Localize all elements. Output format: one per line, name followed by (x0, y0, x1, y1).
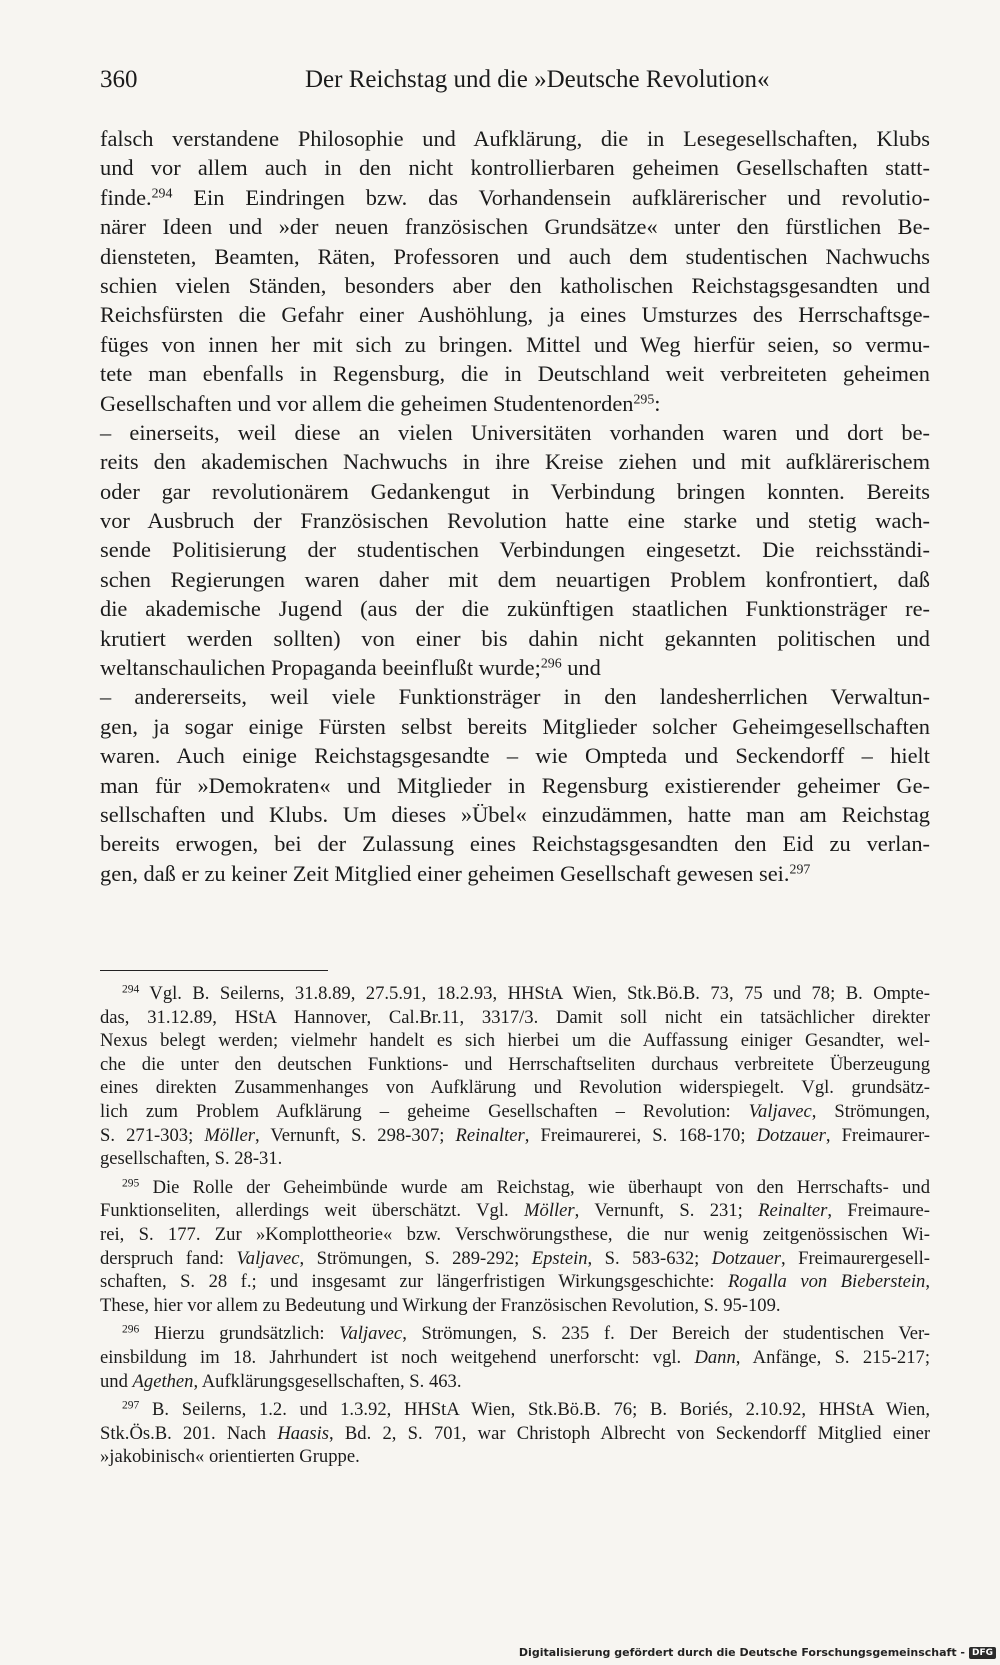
footnote-number: 294 (122, 983, 140, 996)
body-line: Reichsfürsten die Gefahr einer Aushöhlung, ja eines Umsturzes des Herrschaftsge- (100, 302, 930, 328)
footnote-line: eines direkten Zusammenhanges von Aufklärung und Revolution widerspiegelt. Vgl. grundsätz- (100, 1077, 930, 1099)
footnote-number: 296 (122, 1323, 140, 1336)
footnote-line: Nexus belegt werden; vielmehr handelt es sich hierbei um die Auffassung einiger Gesandter, wel- (100, 1030, 930, 1052)
footnote-line: lich zum Problem Aufklärung – geheime Gesellschaften – Revolution: Valjavec, Strömungen, (100, 1100, 930, 1122)
body-line: krutiert werden sollten) von einer bis dahin nicht gekannten politischen und (100, 625, 930, 651)
cited-author: Valjavec (748, 1100, 812, 1122)
cited-author: Epstein (531, 1247, 588, 1269)
body-line: bereits erwogen, bei der Zulassung eines Reichstagsgesandten den Eid zu verlan- (100, 831, 930, 857)
body-line: – andererseits, weil viele Funktionsträger in den landesherrlichen Verwaltun- (100, 684, 930, 710)
footnote-line: che die unter den deutschen Funktions- und Herrschaftseliten durchaus verbreitete Überzeugung (100, 1053, 930, 1075)
body-line: gen, daß er zu keiner Zeit Mitglied einer geheimen Gesellschaft gewesen sei.$^{297}$ (100, 860, 811, 886)
cited-author: Agethen (132, 1370, 194, 1392)
footnote-line: derspruch fand: Valjavec, Strömungen, S. 289-292; Epstein, S. 583-632; Dotzauer, Freimaurergesell- (100, 1247, 930, 1269)
cited-author: Dotzauer (711, 1247, 782, 1269)
footnote-line: und Agethen, Aufklärungsgesellschaften, S. 463. (100, 1370, 462, 1392)
body-line: die akademische Jugend (aus der die zukünftigen staatlichen Funktionsträger re- (100, 596, 930, 622)
cited-author: Möller (204, 1124, 255, 1146)
banner-text: Digitalisierung gefördert durch die Deutsche Forschungsgemeinschaft - (518, 1646, 965, 1659)
footnote-line: S. 271-303; Möller, Vernunft, S. 298-307; Reinalter, Freimaurerei, S. 168-170; Dotzauer, Freimaurer- (100, 1124, 931, 1146)
body-line: sende Politisierung der studentischen Verbindungen eingesetzt. Die reichsständi- (100, 537, 930, 563)
footnote-number: 295 (122, 1177, 140, 1190)
body-line: schen Regierungen waren daher mit dem neuartigen Problem konfrontiert, daß (100, 566, 930, 592)
digitization-banner (519, 1646, 996, 1659)
running-title: Der Reichstag und die »Deutsche Revolution« (305, 66, 770, 93)
cited-author: Valjavec (236, 1247, 300, 1269)
footnote-reference: 294 (151, 186, 173, 202)
cited-author: Reinalter (758, 1200, 828, 1222)
cited-author: Haasis (277, 1422, 329, 1444)
body-line: oder gar revolutionärem Gedankengut in Verbindung bringen konnten. Bereits (100, 478, 930, 504)
footnote-line: These, hier vor allem zu Bedeutung und Wirkung der Französischen Revolution, S. 95-109. (100, 1294, 781, 1316)
footnote-number: 297 (122, 1399, 140, 1412)
body-line: närer Ideen und »der neuen französischen Grundsätze« unter den fürstlichen Be- (100, 214, 930, 240)
page-number: 360 (100, 66, 138, 93)
footnotes (100, 982, 930, 1474)
body-line: man für »Demokraten« und Mitglieder in Regensburg existierender geheimer Ge- (100, 772, 930, 798)
footnote-divider (100, 970, 328, 971)
footnote-line: $^{297}$ B. Seilerns, 1.2. und 1.3.92, HHStA Wien, Stk.Bö.B. 76; B. Boriés, 2.10.92, HHStA Wien, (122, 1399, 930, 1421)
page-header (100, 66, 930, 100)
footnote-line: »jakobinisch« orientierten Gruppe. (100, 1446, 360, 1468)
cited-author: Dotzauer (756, 1124, 826, 1146)
footnote-line: $^{295}$ Die Rolle der Geheimbünde wurde am Reichstag, wie überhaupt von den Herrschafts- und (122, 1176, 930, 1198)
cited-author: Dann (694, 1346, 736, 1368)
footnote-reference: 297 (789, 862, 811, 878)
cited-author: Reinalter (455, 1124, 525, 1146)
dfg-logo: DFG (969, 1647, 996, 1659)
body-line: füges von innen her mit sich zu bringen. Mittel und Weg hierfür seien, so vermu- (100, 331, 930, 357)
footnote-line: einsbildung im 18. Jahrhundert ist noch weitgehend unerforscht: vgl. Dann, Anfänge, S. 215-217; (100, 1346, 930, 1368)
footnote-line: schaften, S. 28 f.; und insgesamt zur längerfristigen Wirkungsgeschichte: Rogalla von Bieberstein, (100, 1271, 931, 1293)
body-line: Gesellschaften und vor allem die geheimen Studentenorden$^{295}$: (100, 390, 661, 416)
body-line: schien vielen Ständen, besonders aber den katholischen Reichstagsgesandten und (100, 272, 930, 298)
footnote-297 (100, 1398, 930, 1469)
body-line: diensteten, Beamten, Räten, Professoren und auch dem studentischen Nachwuchs (100, 243, 930, 269)
footnote-296 (100, 1322, 930, 1393)
footnote-295 (100, 1176, 930, 1318)
cited-author: Möller (524, 1200, 575, 1222)
cited-author: Valjavec (339, 1323, 403, 1345)
body-line: sellschaften und Klubs. Um dieses »Übel« einzudämmen, hatte man am Reichstag (100, 801, 930, 827)
body-text (100, 124, 930, 888)
body-line: falsch verstandene Philosophie und Aufklärung, die in Lesegesellschaften, Klubs (100, 126, 930, 151)
body-line: vor Ausbruch der Französischen Revolution hatte eine starke und stetig wach- (100, 508, 930, 534)
body-line: gen, ja sogar einige Fürsten selbst bereits Mitglieder solcher Geheimgesellschaften (100, 713, 930, 739)
footnote-line: Stk.Ös.B. 201. Nach Haasis, Bd. 2, S. 701, war Christoph Albrecht von Seckendorff Mitglied einer (100, 1422, 931, 1444)
cited-author: Rogalla von Bieberstein (727, 1271, 926, 1293)
footnote-line: gesellschaften, S. 28-31. (100, 1148, 283, 1170)
footnote-line: rei, S. 177. Zur »Komplottheorie« bzw. Verschwörungsthese, die nur wenig zeitgenössischen Wi- (100, 1223, 930, 1245)
footnote-reference: 295 (633, 391, 655, 407)
body-line: reits den akademischen Nachwuchs in ihre Kreise ziehen und mit aufklärerischem (100, 449, 930, 475)
body-line: und vor allem auch in den nicht kontrollierbaren geheimen Gesellschaften statt- (100, 155, 930, 181)
body-line: waren. Auch einige Reichstagsgesandte – wie Ompteda und Seckendorff – hielt (100, 743, 930, 769)
footnote-line: $^{294}$ Vgl. B. Seilerns, 31.8.89, 27.5.91, 18.2.93, HHStA Wien, Stk.Bö.B. 73, 75 und 78; B. Ompte- (122, 983, 930, 1004)
body-line: tete man ebenfalls in Regensburg, die in Deutschland weit verbreiteten geheimen (100, 361, 930, 387)
body-line: weltanschaulichen Propaganda beeinflußt wurde;$^{296}$ und (100, 655, 601, 681)
footnote-294 (100, 982, 930, 1171)
body-line: finde.$^{294}$ Ein Eindringen bzw. das Vorhandensein aufklärerischer und revolutio- (100, 184, 930, 210)
footnote-reference: 296 (540, 656, 562, 672)
footnote-line: Funktionseliten, allerdings weit überschätzt. Vgl. Möller, Vernunft, S. 231; Reinalter, Freimaure- (100, 1200, 930, 1222)
footnote-line: das, 31.12.89, HStA Hannover, Cal.Br.11, 3317/3. Damit soll nicht ein tatsächlicher direkter (100, 1006, 930, 1028)
body-line: – einerseits, weil diese an vielen Universitäten vorhanden waren und dort be- (100, 419, 930, 445)
footnote-line: $^{296}$ Hierzu grundsätzlich: Valjavec, Strömungen, S. 235 f. Der Bereich der studentischen Ver- (122, 1323, 930, 1345)
